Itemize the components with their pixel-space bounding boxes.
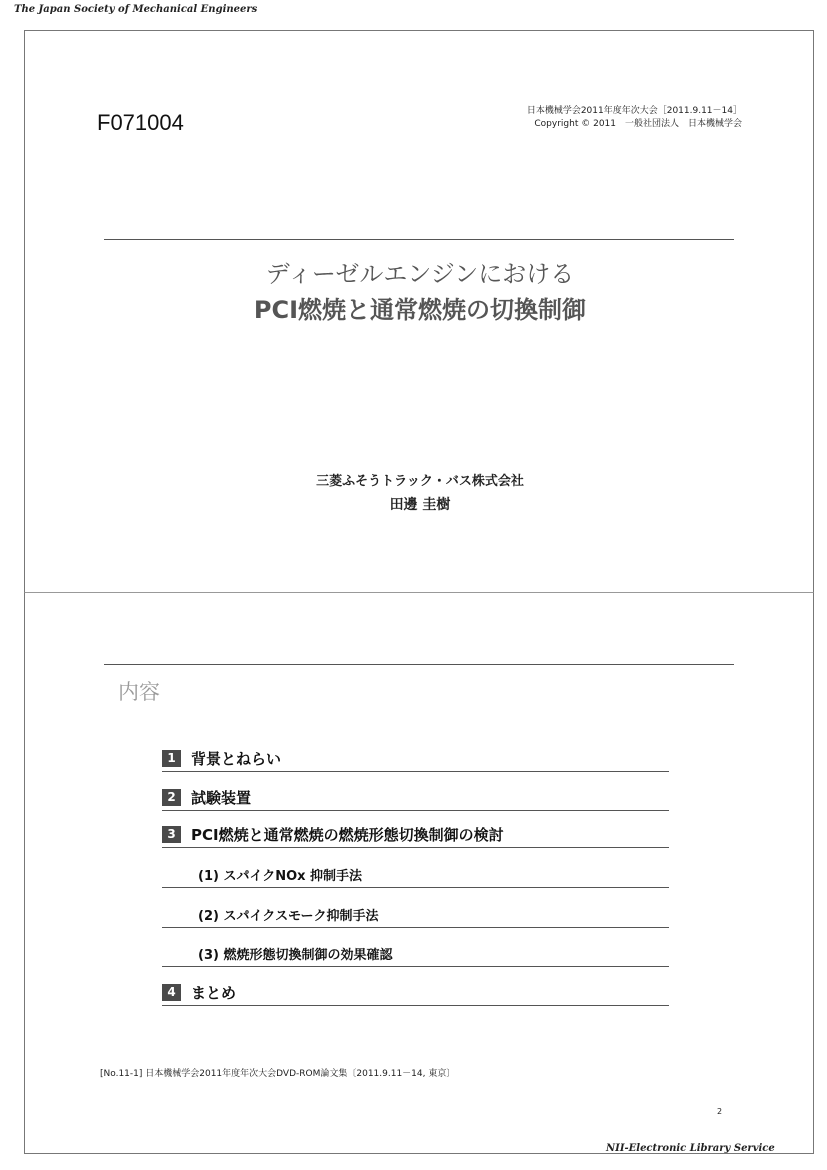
document-id: F071004 — [97, 110, 184, 135]
title-line-1: ディーゼルエンジンにおける — [265, 260, 575, 288]
title-rule — [104, 239, 734, 240]
slide-title — [100, 256, 740, 328]
toc-item-label: PCI燃焼と通常燃焼の燃焼形態切換制御の検討 — [191, 825, 504, 844]
toc-subitem-1 — [162, 861, 669, 888]
toc-item-label: 背景とねらい — [191, 749, 282, 768]
toc-item-label: まとめ — [191, 983, 237, 1002]
copyright-line: Copyright © 2011 一般社団法人 日本機械学会 — [534, 119, 742, 129]
toc-item-4 — [162, 979, 669, 1006]
conference-info — [470, 105, 742, 131]
toc-subitem-2 — [162, 901, 669, 928]
library-footer: NII-Electronic Library Service — [606, 1143, 775, 1154]
proceedings-caption: [No.11-1] 日本機械学会2011年度年次大会DVD-ROM論文集〔2011.9.11－14, 東京〕 — [100, 1069, 456, 1079]
page-number: 2 — [717, 1107, 723, 1116]
toc-subitem-label: (3) 燃焼形態切換制御の効果確認 — [198, 947, 393, 963]
toc-rule — [104, 664, 734, 665]
toc-subitem-label: (2) スパイクスモーク抑制手法 — [198, 908, 379, 924]
toc-item-3 — [162, 821, 669, 848]
toc-heading: 内容 — [118, 680, 160, 704]
toc-number-badge: 2 — [162, 789, 181, 806]
title-line-2: PCI燃焼と通常燃焼の切換制御 — [253, 296, 587, 324]
toc-subitem-label: (1) スパイクNOx 抑制手法 — [198, 868, 363, 884]
toc-item-1 — [162, 745, 669, 772]
toc-number-badge: 3 — [162, 826, 181, 843]
author-name: 田邊 圭樹 — [389, 497, 451, 513]
toc-subitem-3 — [162, 940, 669, 967]
journal-header: The Japan Society of Mechanical Engineers — [14, 4, 258, 15]
toc-item-2 — [162, 784, 669, 811]
company-name: 三菱ふそうトラック・バス株式会社 — [316, 474, 524, 489]
toc-number-badge: 1 — [162, 750, 181, 767]
toc-item-label: 試験装置 — [191, 788, 252, 807]
conference-line-1: 日本機械学会2011年度年次大会［2011.9.11－14］ — [526, 106, 742, 116]
toc-number-badge: 4 — [162, 984, 181, 1001]
